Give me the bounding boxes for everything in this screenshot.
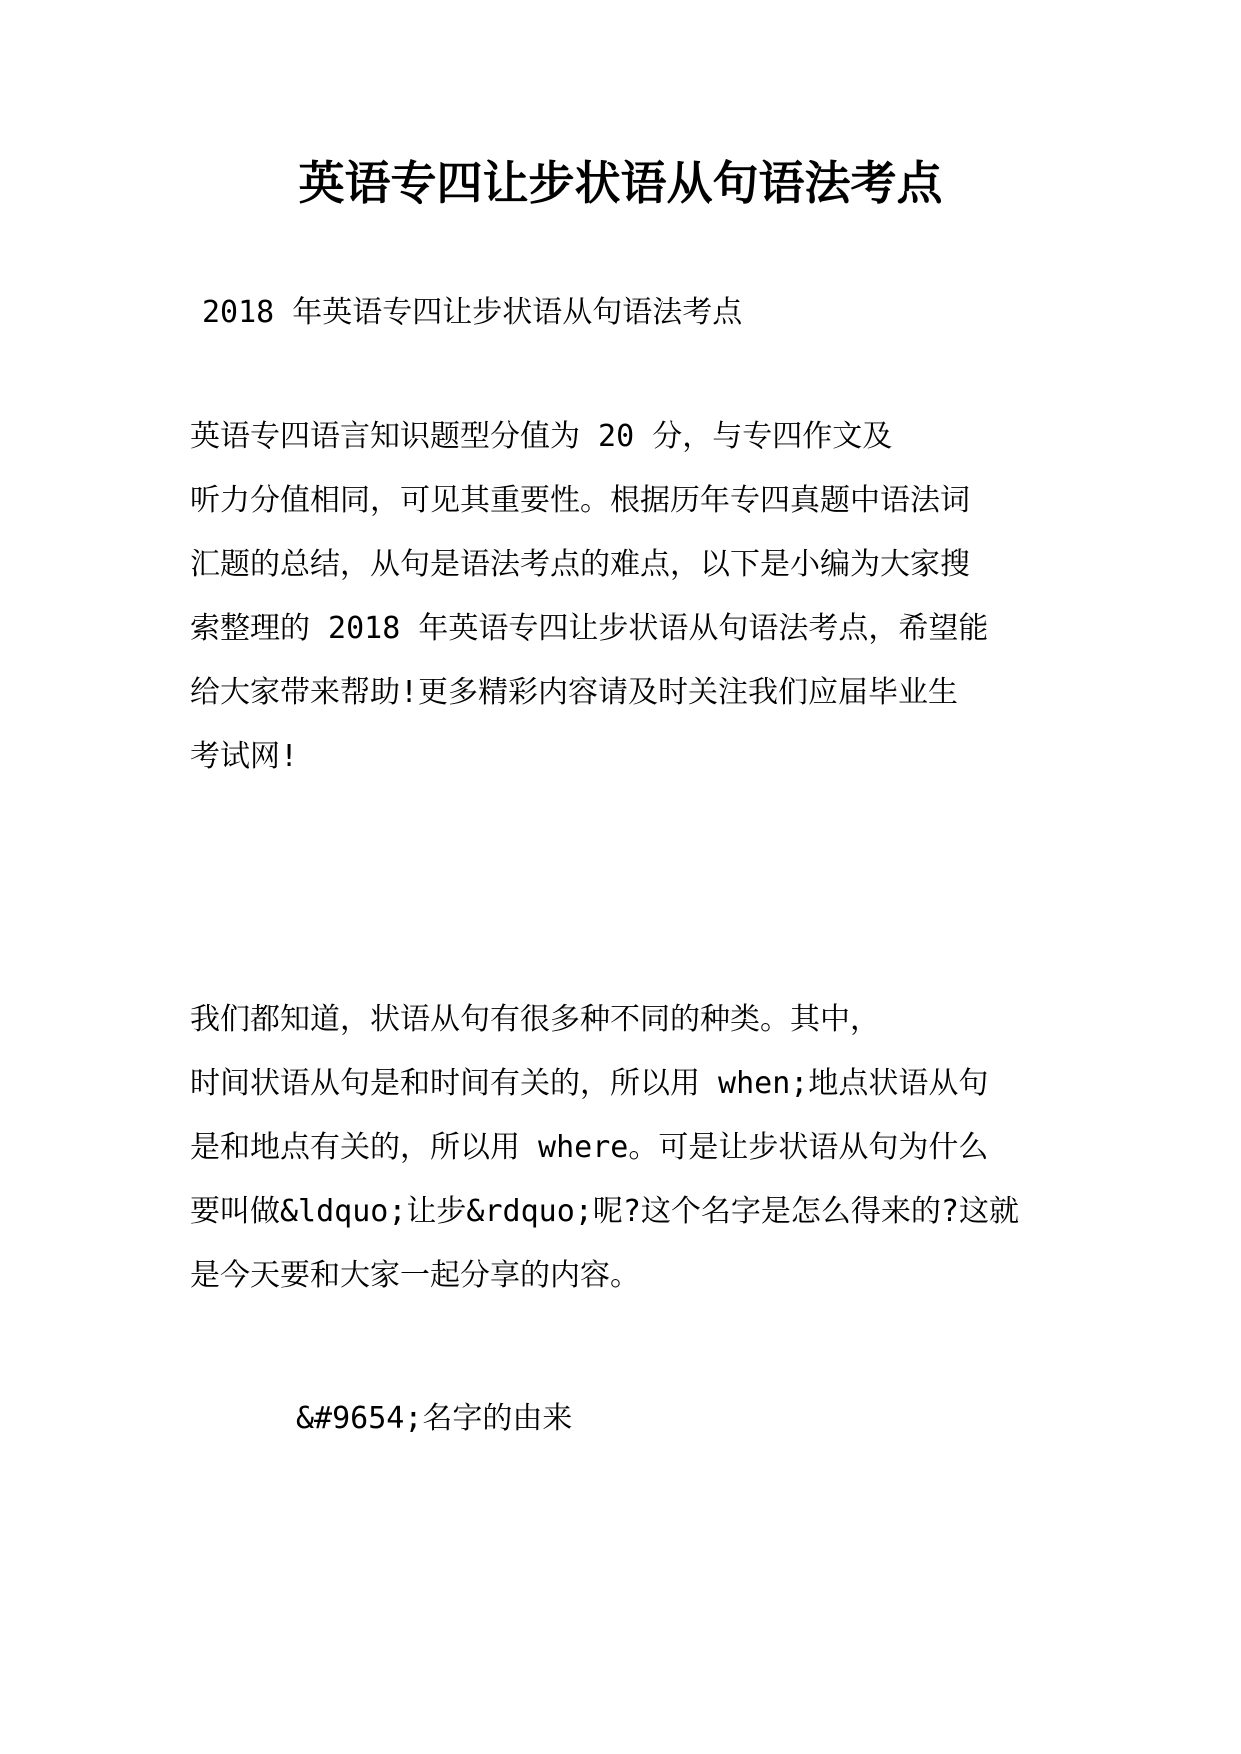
- paragraph-line: 我们都知道，状语从句有很多种不同的种类。其中，: [190, 1002, 880, 1037]
- paragraph-line: 是今天要和大家一起分享的内容。: [190, 1258, 640, 1293]
- paragraph-line: 给大家带来帮助!更多精彩内容请及时关注我们应届毕业生: [190, 675, 959, 710]
- paragraph-line: 听力分值相同，可见其重要性。根据历年专四真题中语法词: [190, 483, 970, 518]
- paragraph-line: 索整理的 2018 年英语专四让步状语从句语法考点，希望能: [190, 611, 989, 646]
- paragraph-line: 时间状语从句是和时间有关的，所以用 when;地点状语从句: [190, 1066, 989, 1101]
- document-title: 英语专四让步状语从句语法考点: [298, 156, 943, 210]
- section-heading: &#9654;名字的由来: [296, 1401, 573, 1436]
- paragraph-line: 汇题的总结，从句是语法考点的难点，以下是小编为大家搜: [190, 547, 970, 582]
- paragraph-line: 是和地点有关的，所以用 where。可是让步状语从句为什么: [190, 1130, 989, 1165]
- intro-paragraph: [190, 405, 1050, 789]
- paragraph-line: 考试网!: [190, 739, 299, 774]
- paragraph-line: 英语专四语言知识题型分值为 20 分，与专四作文及: [190, 419, 893, 454]
- paragraph-line: 要叫做&ldquo;让步&rdquo;呢?这个名字是怎么得来的?这就: [190, 1194, 1019, 1229]
- document-subtitle: 2018 年英语专四让步状语从句语法考点: [202, 295, 743, 330]
- adverbial-clause-paragraph: [190, 988, 1050, 1308]
